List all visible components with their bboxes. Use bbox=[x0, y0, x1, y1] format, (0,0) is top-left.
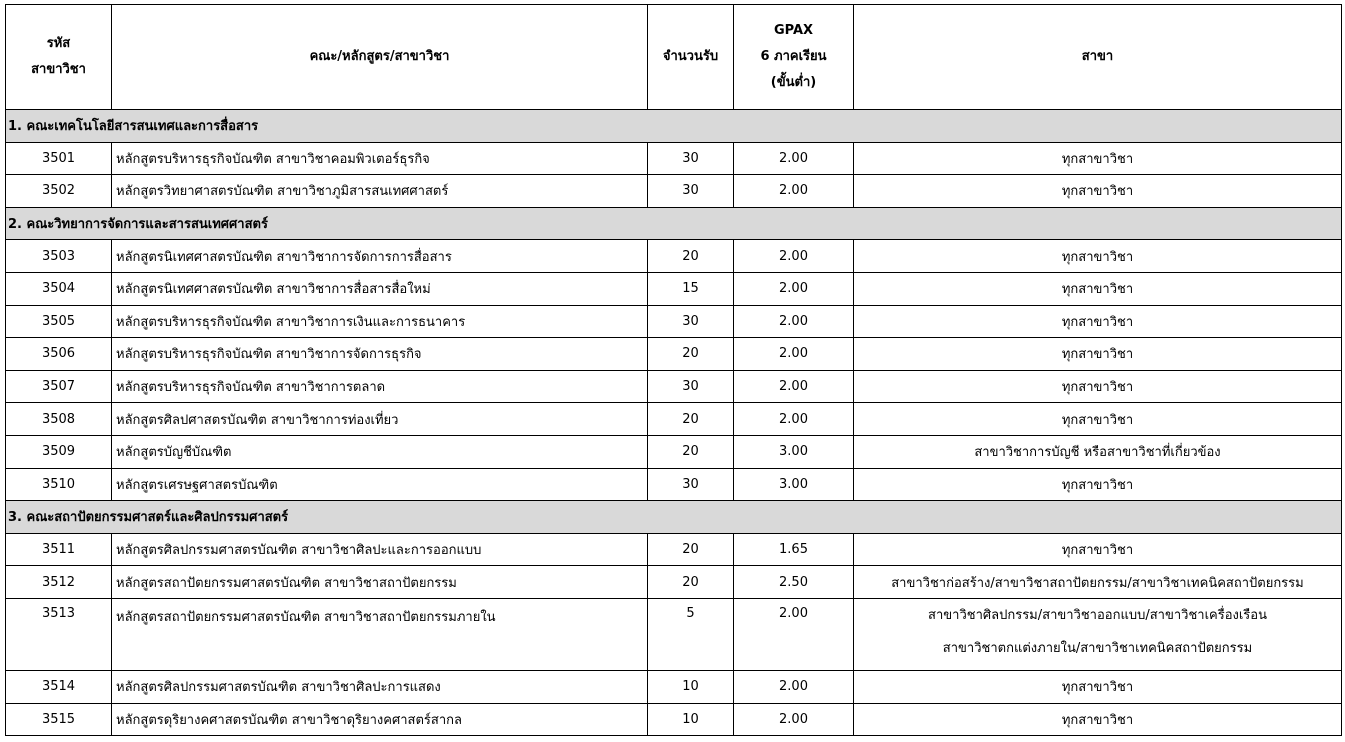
table-row bbox=[6, 435, 1342, 468]
row-branch: ทุกสาขาวิชา bbox=[854, 142, 1342, 175]
table-row bbox=[6, 338, 1342, 371]
row-code: 3502 bbox=[6, 175, 112, 208]
row-quota: 30 bbox=[648, 142, 734, 175]
row-branch bbox=[854, 598, 1342, 670]
table-row bbox=[6, 272, 1342, 305]
header-gpax bbox=[734, 5, 854, 110]
row-gpax: 2.00 bbox=[734, 338, 854, 371]
row-code: 3513 bbox=[6, 598, 112, 670]
row-code: 3504 bbox=[6, 272, 112, 305]
row-gpax: 2.00 bbox=[734, 240, 854, 273]
row-quota: 20 bbox=[648, 403, 734, 436]
row-quota: 10 bbox=[648, 670, 734, 703]
header-quota: จำนวนรับ bbox=[648, 5, 734, 110]
row-program: หลักสูตรศิลปกรรมศาสตรบัณฑิต สาขาวิชาศิลปะและการออกแบบ bbox=[112, 533, 648, 566]
row-code: 3501 bbox=[6, 142, 112, 175]
row-code: 3511 bbox=[6, 533, 112, 566]
row-program: หลักสูตรวิทยาศาสตรบัณฑิต สาขาวิชาภูมิสารสนเทศศาสตร์ bbox=[112, 175, 648, 208]
row-quota: 20 bbox=[648, 338, 734, 371]
row-program: หลักสูตรศิลปศาสตรบัณฑิต สาขาวิชาการท่องเที่ยว bbox=[112, 403, 648, 436]
header-program: คณะ/หลักสูตร/สาขาวิชา bbox=[112, 5, 648, 110]
row-branch: ทุกสาขาวิชา bbox=[854, 272, 1342, 305]
header-gpax-line3: (ขั้นต่ำ) bbox=[770, 75, 817, 90]
row-quota: 30 bbox=[648, 305, 734, 338]
table-row bbox=[6, 670, 1342, 703]
row-quota: 10 bbox=[648, 703, 734, 736]
header-code bbox=[6, 5, 112, 110]
row-code: 3505 bbox=[6, 305, 112, 338]
row-gpax: 3.00 bbox=[734, 435, 854, 468]
row-gpax: 2.00 bbox=[734, 703, 854, 736]
row-branch: ทุกสาขาวิชา bbox=[854, 703, 1342, 736]
row-program: หลักสูตรบริหารธุรกิจบัณฑิต สาขาวิชาการตลาด bbox=[112, 370, 648, 403]
row-code: 3515 bbox=[6, 703, 112, 736]
row-program: หลักสูตรสถาปัตยกรรมศาสตรบัณฑิต สาขาวิชาสถาปัตยกรรม bbox=[112, 566, 648, 599]
table-row bbox=[6, 566, 1342, 599]
row-gpax: 2.00 bbox=[734, 670, 854, 703]
row-branch-line2: สาขาวิชาตกแต่งภายใน/สาขาวิชาเทคนิคสถาปัตยกรรม bbox=[942, 640, 1253, 656]
row-code: 3507 bbox=[6, 370, 112, 403]
row-quota: 20 bbox=[648, 566, 734, 599]
row-program: หลักสูตรนิเทศศาสตรบัณฑิต สาขาวิชาการจัดการการสื่อสาร bbox=[112, 240, 648, 273]
row-branch: ทุกสาขาวิชา bbox=[854, 468, 1342, 501]
row-gpax: 2.50 bbox=[734, 566, 854, 599]
row-branch: สาขาวิชาก่อสร้าง/สาขาวิชาสถาปัตยกรรม/สาขาวิชาเทคนิคสถาปัตยกรรม bbox=[854, 566, 1342, 599]
row-code: 3510 bbox=[6, 468, 112, 501]
row-code: 3506 bbox=[6, 338, 112, 371]
row-gpax: 3.00 bbox=[734, 468, 854, 501]
section-title: 3. คณะสถาปัตยกรรมศาสตร์และศิลปกรรมศาสตร์ bbox=[6, 501, 1342, 534]
table-row bbox=[6, 240, 1342, 273]
row-quota: 15 bbox=[648, 272, 734, 305]
row-quota: 20 bbox=[648, 533, 734, 566]
row-gpax: 2.00 bbox=[734, 403, 854, 436]
row-code: 3512 bbox=[6, 566, 112, 599]
table-row bbox=[6, 175, 1342, 208]
row-branch: ทุกสาขาวิชา bbox=[854, 305, 1342, 338]
row-branch: ทุกสาขาวิชา bbox=[854, 370, 1342, 403]
table-row bbox=[6, 305, 1342, 338]
row-program: หลักสูตรบริหารธุรกิจบัณฑิต สาขาวิชาคอมพิวเตอร์ธุรกิจ bbox=[112, 142, 648, 175]
row-program: หลักสูตรบัญชีบัณฑิต bbox=[112, 435, 648, 468]
row-gpax: 2.00 bbox=[734, 370, 854, 403]
admission-table bbox=[5, 4, 1342, 736]
header-branch: สาขา bbox=[854, 5, 1342, 110]
table-row bbox=[6, 598, 1342, 670]
row-program: หลักสูตรศิลปกรรมศาสตรบัณฑิต สาขาวิชาศิลปะการแสดง bbox=[112, 670, 648, 703]
row-branch: สาขาวิชาการบัญชี หรือสาขาวิชาที่เกี่ยวข้อง bbox=[854, 435, 1342, 468]
row-quota: 20 bbox=[648, 240, 734, 273]
row-branch: ทุกสาขาวิชา bbox=[854, 670, 1342, 703]
row-quota: 20 bbox=[648, 435, 734, 468]
row-gpax: 1.65 bbox=[734, 533, 854, 566]
section-row bbox=[6, 110, 1342, 143]
row-gpax: 2.00 bbox=[734, 142, 854, 175]
table-row bbox=[6, 468, 1342, 501]
table-row bbox=[6, 533, 1342, 566]
header-row bbox=[6, 5, 1342, 110]
row-program: หลักสูตรเศรษฐศาสตรบัณฑิต bbox=[112, 468, 648, 501]
table-row bbox=[6, 142, 1342, 175]
row-program: หลักสูตรบริหารธุรกิจบัณฑิต สาขาวิชาการจัดการธุรกิจ bbox=[112, 338, 648, 371]
header-code-line1: รหัส bbox=[46, 36, 71, 51]
row-code: 3503 bbox=[6, 240, 112, 273]
header-code-line2: สาขาวิชา bbox=[31, 62, 86, 77]
row-branch: ทุกสาขาวิชา bbox=[854, 533, 1342, 566]
row-branch-line1: สาขาวิชาศิลปกรรม/สาขาวิชาออกแบบ/สาขาวิชาเครื่องเรือน bbox=[928, 607, 1267, 623]
section-title: 1. คณะเทคโนโลยีสารสนเทศและการสื่อสาร bbox=[6, 110, 1342, 143]
table-row bbox=[6, 703, 1342, 736]
row-code: 3509 bbox=[6, 435, 112, 468]
header-gpax-line1: GPAX bbox=[773, 23, 814, 38]
table-row bbox=[6, 370, 1342, 403]
row-code: 3508 bbox=[6, 403, 112, 436]
row-branch: ทุกสาขาวิชา bbox=[854, 240, 1342, 273]
row-branch: ทุกสาขาวิชา bbox=[854, 403, 1342, 436]
row-branch: ทุกสาขาวิชา bbox=[854, 338, 1342, 371]
row-program: หลักสูตรบริหารธุรกิจบัณฑิต สาขาวิชาการเงินและการธนาคาร bbox=[112, 305, 648, 338]
section-row bbox=[6, 207, 1342, 240]
row-program: หลักสูตรนิเทศศาสตรบัณฑิต สาขาวิชาการสื่อสารสื่อใหม่ bbox=[112, 272, 648, 305]
row-branch: ทุกสาขาวิชา bbox=[854, 175, 1342, 208]
row-gpax: 2.00 bbox=[734, 272, 854, 305]
row-quota: 30 bbox=[648, 175, 734, 208]
section-row bbox=[6, 501, 1342, 534]
row-gpax: 2.00 bbox=[734, 598, 854, 670]
section-title: 2. คณะวิทยาการจัดการและสารสนเทศศาสตร์ bbox=[6, 207, 1342, 240]
row-gpax: 2.00 bbox=[734, 305, 854, 338]
row-program: หลักสูตรดุริยางคศาสตรบัณฑิต สาขาวิชาดุริยางคศาสตร์สากล bbox=[112, 703, 648, 736]
row-code: 3514 bbox=[6, 670, 112, 703]
row-program: หลักสูตรสถาปัตยกรรมศาสตรบัณฑิต สาขาวิชาสถาปัตยกรรมภายใน bbox=[112, 598, 648, 670]
row-quota: 30 bbox=[648, 370, 734, 403]
row-quota: 5 bbox=[648, 598, 734, 670]
table-row bbox=[6, 403, 1342, 436]
header-gpax-line2: 6 ภาคเรียน bbox=[760, 49, 827, 64]
row-gpax: 2.00 bbox=[734, 175, 854, 208]
row-quota: 30 bbox=[648, 468, 734, 501]
